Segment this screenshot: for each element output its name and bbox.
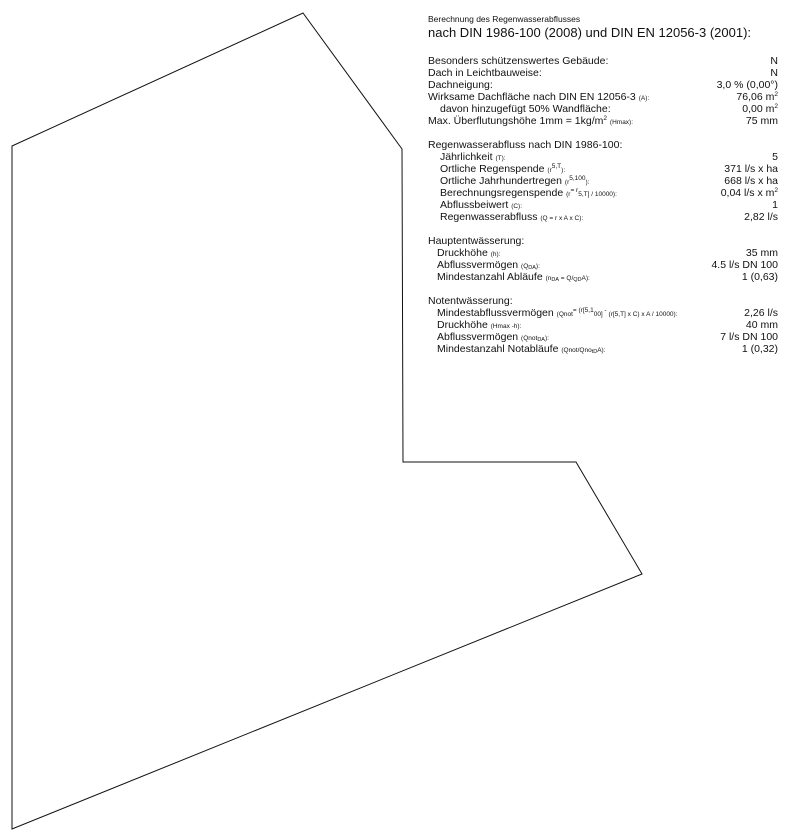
row-druckhoehe bbox=[428, 247, 778, 259]
row-mindestanzahl-ablaeufe bbox=[428, 271, 778, 283]
row-value: 40 mm bbox=[745, 319, 778, 331]
row-value: 75 mm bbox=[745, 115, 778, 127]
row-mindestabflussvermoegen bbox=[428, 307, 778, 319]
section-title: Regenwasserabfluss nach DIN 1986-100: bbox=[428, 139, 623, 151]
row-label: Mindestabflussvermögen (Qnot$^{= (r[5,1}$00] - (r[5,T] x C) x A / 10000): bbox=[437, 307, 678, 319]
row-value: 1 (0,63) bbox=[741, 271, 778, 283]
report-title-small: Berechnung des Regenwasserabflusses bbox=[428, 14, 581, 24]
row-value: 76,06 $m^2$ bbox=[736, 91, 778, 103]
row-regenspende bbox=[428, 163, 778, 175]
row-wandflaeche bbox=[428, 103, 778, 115]
row-value: 0,00 $m^2$ bbox=[742, 103, 778, 115]
row-label: Wirksame Dachfläche nach DIN EN 12056-3 (A): bbox=[428, 91, 650, 103]
section-title: Hauptentwässerung: bbox=[428, 235, 525, 247]
row-label: Mindestanzahl Abläufe $(n_{DA} = Q/_{QD}A)$: bbox=[437, 271, 590, 283]
row-label: Abflussbeiwert (C): bbox=[440, 199, 523, 211]
hauptentwaesserung-section bbox=[428, 235, 778, 283]
row-label: Jährlichkeit (T): bbox=[440, 151, 506, 163]
row-abflussbeiwert bbox=[428, 199, 778, 211]
row-value: 371 l/s x ha bbox=[724, 163, 778, 175]
row-value: 2,26 l/s bbox=[744, 307, 778, 319]
row-value: 0,04 l/s x $m^2$ bbox=[720, 187, 778, 199]
row-value: 35 mm bbox=[745, 247, 778, 259]
row-label: Berechnungsregenspende $(r^{= r}5,T] / 10000$): bbox=[440, 187, 617, 199]
row-label: Ortliche Regenspende $(r^{5,T})$: bbox=[440, 163, 566, 175]
row-label: Abflussvermögen (Qnot$_{DA}$): bbox=[437, 331, 549, 343]
row-regenwasserabfluss bbox=[428, 211, 778, 223]
row-not-abflussvermoegen bbox=[428, 331, 778, 343]
calculation-panel bbox=[428, 13, 778, 355]
row-abflussvermoegen bbox=[428, 259, 778, 271]
row-value: 668 l/s x ha bbox=[724, 175, 778, 187]
row-label: Besonders schützenswertes Gebäude: bbox=[428, 55, 609, 67]
row-value: 5 bbox=[772, 151, 778, 163]
row-label: Druckhöhe (h): bbox=[437, 247, 501, 259]
notentwaesserung-section bbox=[428, 295, 778, 355]
row-mindestanzahl-notablaeufe bbox=[428, 343, 778, 355]
regenwasser-section bbox=[428, 139, 778, 223]
row-label: Regenwasserabfluss (Q = r x A x C): bbox=[440, 211, 584, 223]
general-section bbox=[428, 55, 778, 127]
row-value: 4.5 l/s DN 100 bbox=[711, 259, 778, 271]
row-berechnungsregenspende bbox=[428, 187, 778, 199]
row-value: 7 l/s DN 100 bbox=[720, 331, 778, 343]
row-leichtbau bbox=[428, 67, 778, 79]
row-label: Druckhöhe (Hmax -h): bbox=[437, 319, 522, 331]
row-schuetzenswert bbox=[428, 55, 778, 67]
row-value: N bbox=[770, 67, 778, 79]
row-label: Max. Überflutungshöhe $1mm = 1kg/m^2$ (Hmax): bbox=[428, 115, 634, 127]
row-ueberflutung bbox=[428, 115, 778, 127]
row-dachneigung bbox=[428, 79, 778, 91]
row-value: 2,82 l/s bbox=[744, 211, 778, 223]
row-jahrhundertregen bbox=[428, 175, 778, 187]
row-label: Dachneigung: bbox=[428, 79, 493, 91]
row-label: Abflussvermögen $(Q_{DA})$: bbox=[437, 259, 540, 271]
report-title: nach DIN 1986-100 (2008) und DIN EN 12056-3 (2001): bbox=[428, 25, 752, 40]
row-dachflaeche bbox=[428, 91, 778, 103]
row-value: 1 bbox=[772, 199, 778, 211]
row-label: Dach in Leichtbauweise: bbox=[428, 67, 542, 79]
row-not-druckhoehe bbox=[428, 319, 778, 331]
section-title: Notentwässerung: bbox=[428, 295, 513, 307]
row-label: davon hinzugefügt 50% Wandfläche: bbox=[440, 103, 611, 115]
row-value: N bbox=[770, 55, 778, 67]
row-value: 1 (0,32) bbox=[741, 343, 778, 355]
row-label: Mindestanzahl Notabläufe (Qnot/Qno$_{tD}$A): bbox=[437, 343, 606, 355]
row-jaehrlichkeit bbox=[428, 151, 778, 163]
row-label: Ortliche Jahrhundertregen $(r^{5,100})$: bbox=[440, 175, 590, 187]
row-value: 3,0 % (0,00°) bbox=[716, 79, 778, 91]
